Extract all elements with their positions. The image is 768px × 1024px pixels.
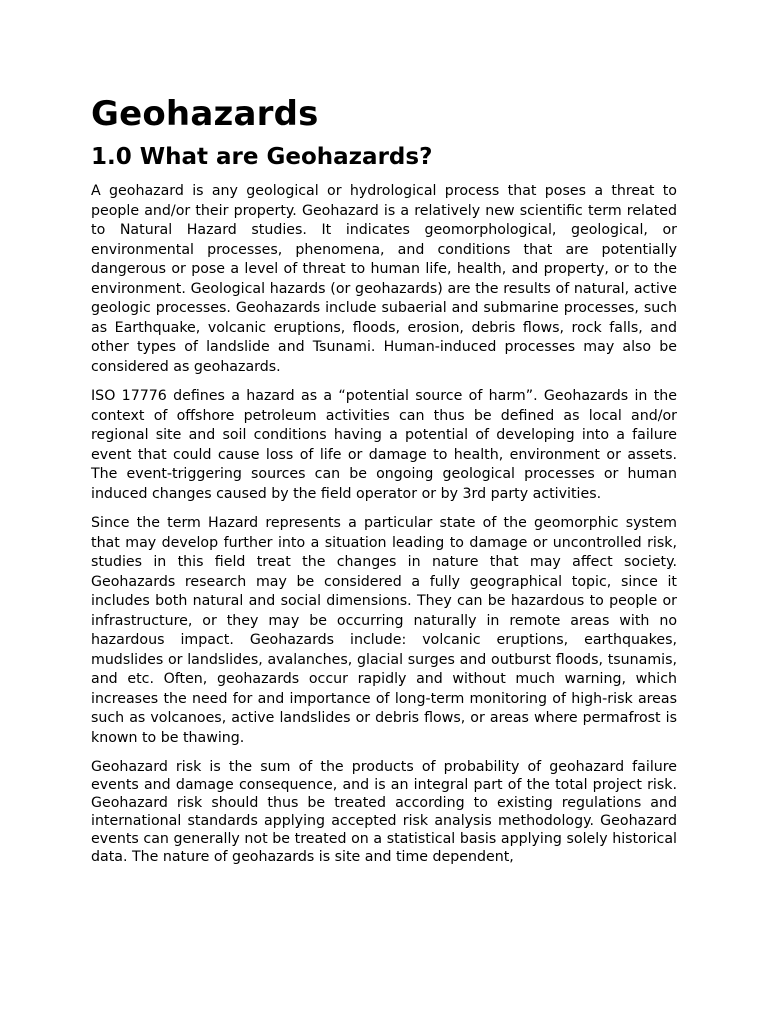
paragraph-4: Geohazard risk is the sum of the products of probability of geohazard failure events and damage consequence, and is an integral part of the total project risk. Geohazard risk should thus be treated according to existing regulations and international standards applying accepted risk analysis methodology. Geohazard events can generally not be treated on a statistical basis applying solely historical data. The nature of geohazards is site and time dependent, [91, 759, 677, 865]
paragraph-3: Since the term Hazard represents a particular state of the geomorphic system that may develop further into a situation leading to damage or uncontrolled risk, studies in this field treat the changes in nature that may affect society. Geohazards research may be considered a fully geographical topic, since it includes both natural and social dimensions. They can be hazardous to people or infrastructure, or they may be occurring naturally in remote areas with no hazardous impact. Geohazards include: volcanic eruptions, earthquakes, mudslides or landslides, avalanches, glacial surges and outburst floods, tsunamis, and etc. Often, geohazards occur rapidly and without much warning, which increases the need for and importance of long-term monitoring of high-risk areas such as volcanoes, active landslides or debris flows, or areas where permafrost is known to be thawing. [91, 515, 677, 746]
paragraph-2: ISO 17776 defines a hazard as a “potential source of harm”. Geohazards in the context of offshore petroleum activities can thus be defined as local and/or regional site and soil conditions having a potential of developing into a failure event that could cause loss of life or damage to health, environment or assets. The event-triggering sources can be ongoing geological processes or human induced changes caused by the field operator or by 3rd party activities. [91, 388, 677, 502]
document-page [91, 92, 677, 876]
paragraph-1: A geohazard is any geological or hydrological process that poses a threat to people and/or their property. Geohazard is a relatively new scientific term related to Natural Hazard studies. It indicates geomorphological, geological, or environmental processes, phenomena, and conditions that are potentially dangerous or pose a level of threat to human life, health, and property, or to the environment. Geological hazards (or geohazards) are the results of natural, active geologic processes. Geohazards include subaerial and submarine processes, such as Earthquake, volcanic eruptions, floods, erosion, debris flows, rock falls, and other types of landslide and Tsunami. Human-induced processes may also be considered as geohazards. [91, 183, 677, 375]
document-title: Geohazards [91, 94, 319, 134]
section-heading: 1.0 What are Geohazards? [91, 144, 433, 170]
